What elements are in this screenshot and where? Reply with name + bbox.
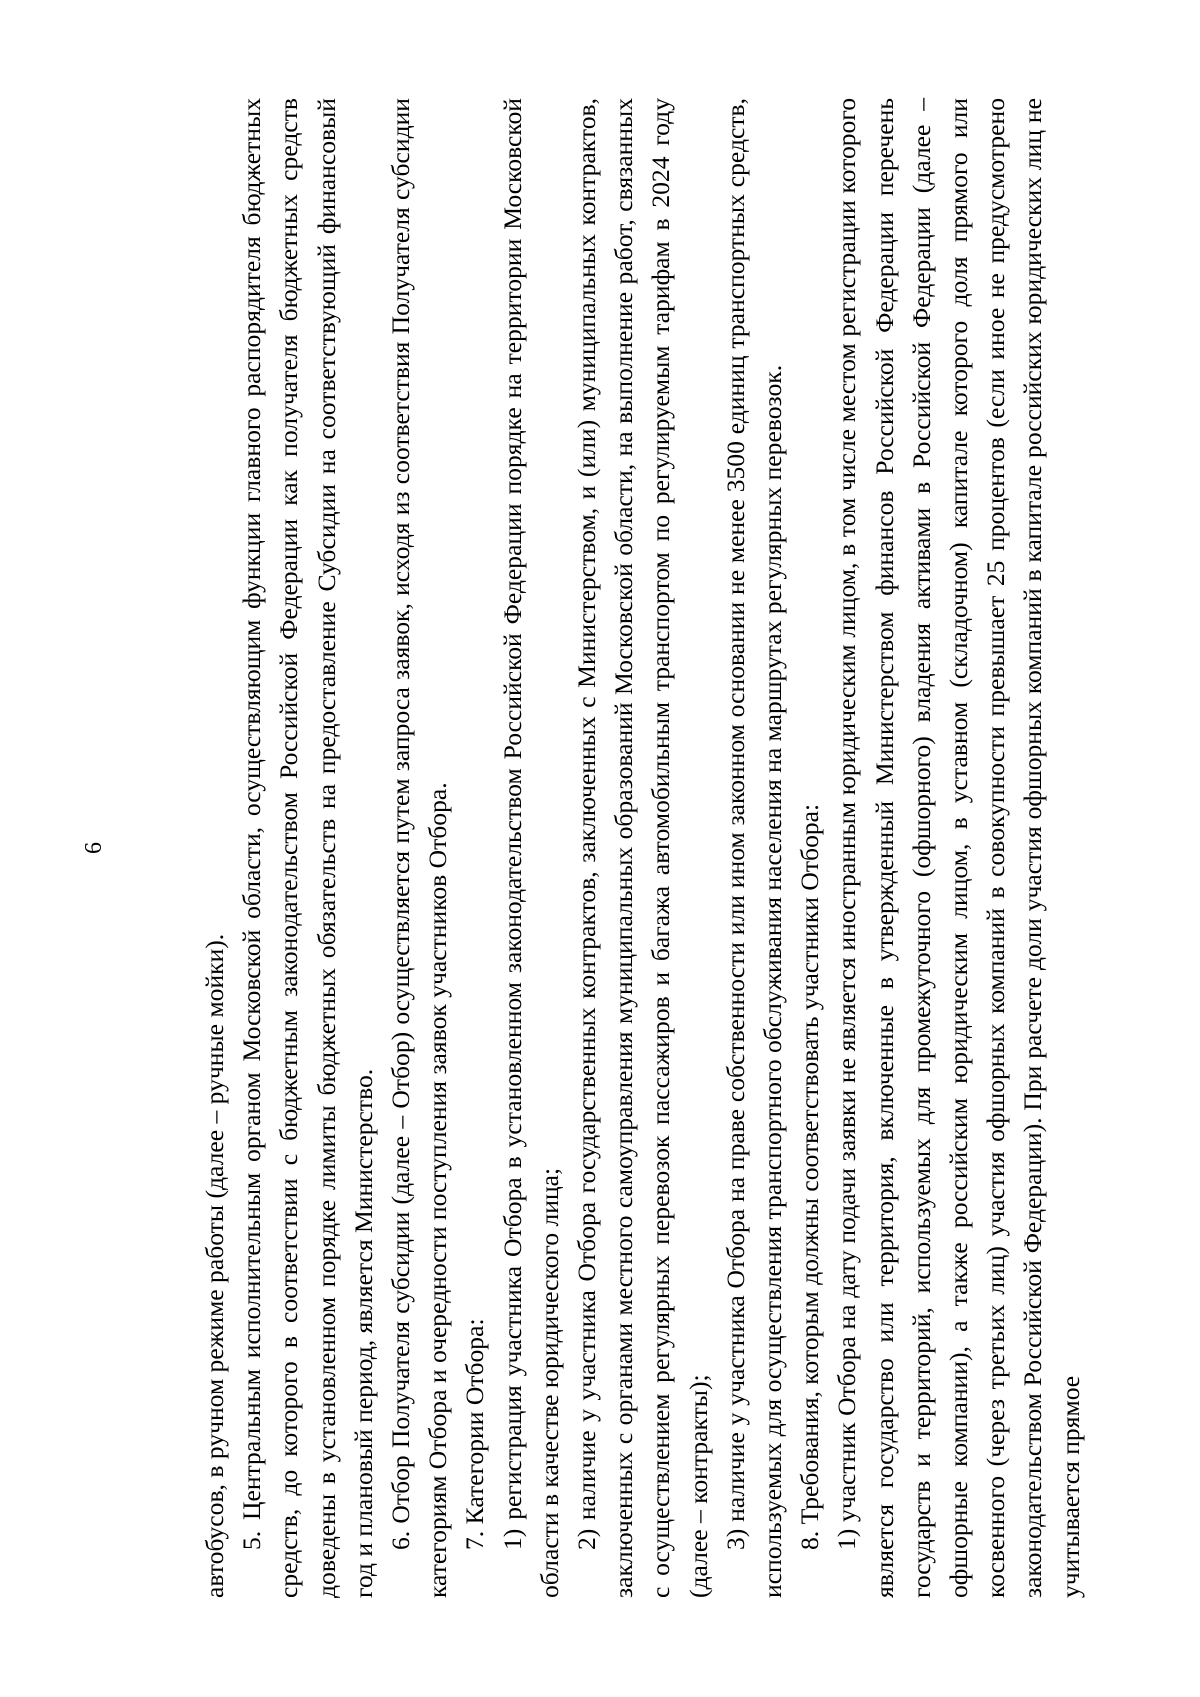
rotated-text-block	[81, 98, 1100, 1598]
paragraph-item-7-heading: 7. Категории Отбора:	[460, 1318, 490, 1550]
paragraph-item-5: 5. Центральным исполнительным органом Московской области, осуществляющим функции главного распорядителя бюджетных средств, до которого в соответствии с бюджетным законодательством Российской Федерации как получателя бюджетных средств доведены в установленном порядке лимиты бюджетных обязательств на предоставление Субсидии на соответствующий финансовый год и плановый период, является Министерство.	[237, 98, 378, 1598]
page-number: 6	[81, 842, 107, 854]
paragraph-item-7-1: 1) регистрация участника Отбора в установленном законодательством Российской Федерации порядке на территории Московской области в качестве юридического лица;	[497, 98, 564, 1598]
paragraph-continuation: автобусов, в ручном режиме работы (далее – ручные мойки).	[200, 933, 229, 1598]
paragraph-item-7-2: 2) наличие у участника Отбора государственных контрактов, заключенных с Министерством, и (или) муниципальных контрактов, заключенных с органами местного самоуправления муниципальных образований Московской области, на выполнение работ, связанных с осуществлением регулярных перевозок пассажиров и багажа автомобильным транспортом по регулируемым тарифам в 2024 году (далее – контракты);	[572, 98, 713, 1598]
paragraph-item-8-1: 1) участник Отбора на дату подачи заявки не является иностранным юридическим лицом, в том числе местом регистрации которого является государство или территория, включенные в утвержденный Министерством финансов Российской Федерации перечень государств и территорий, используемых для промежуточного (офшорного) владения активами в Российской Федерации (далее – офшорные компании), а также российским юридическим лицом, в уставном (складочном) капитале которого доля прямого или косвенного (через третьих лиц) участия офшорных компаний в совокупности превышает 25 процентов (если иное не предусмотрено законодательством Российской Федерации). При расчете доли участия офшорных компаний в капитале российских юридических лиц не учитывается прямое	[832, 98, 1085, 1598]
paragraph-item-7-3: 3) наличие у участника Отбора на праве собственности или ином законном основании не менее 3500 единиц транспортных средств, используемых для осуществления транспортного обслуживания населения на маршрутах регулярных перевозок.	[720, 98, 788, 1598]
paragraph-item-8-heading: 8. Требования, которым должны соответствовать участники Отбора:	[795, 803, 825, 1550]
document-body	[196, 98, 1089, 1598]
paragraph-item-6: 6. Отбор Получателя субсидии (далее – Отбор) осуществляется путем запроса заявок, исходя из соответствия Получателя субсидии категориям Отбора и очередности поступления заявок участников Отбора.	[386, 98, 453, 1598]
